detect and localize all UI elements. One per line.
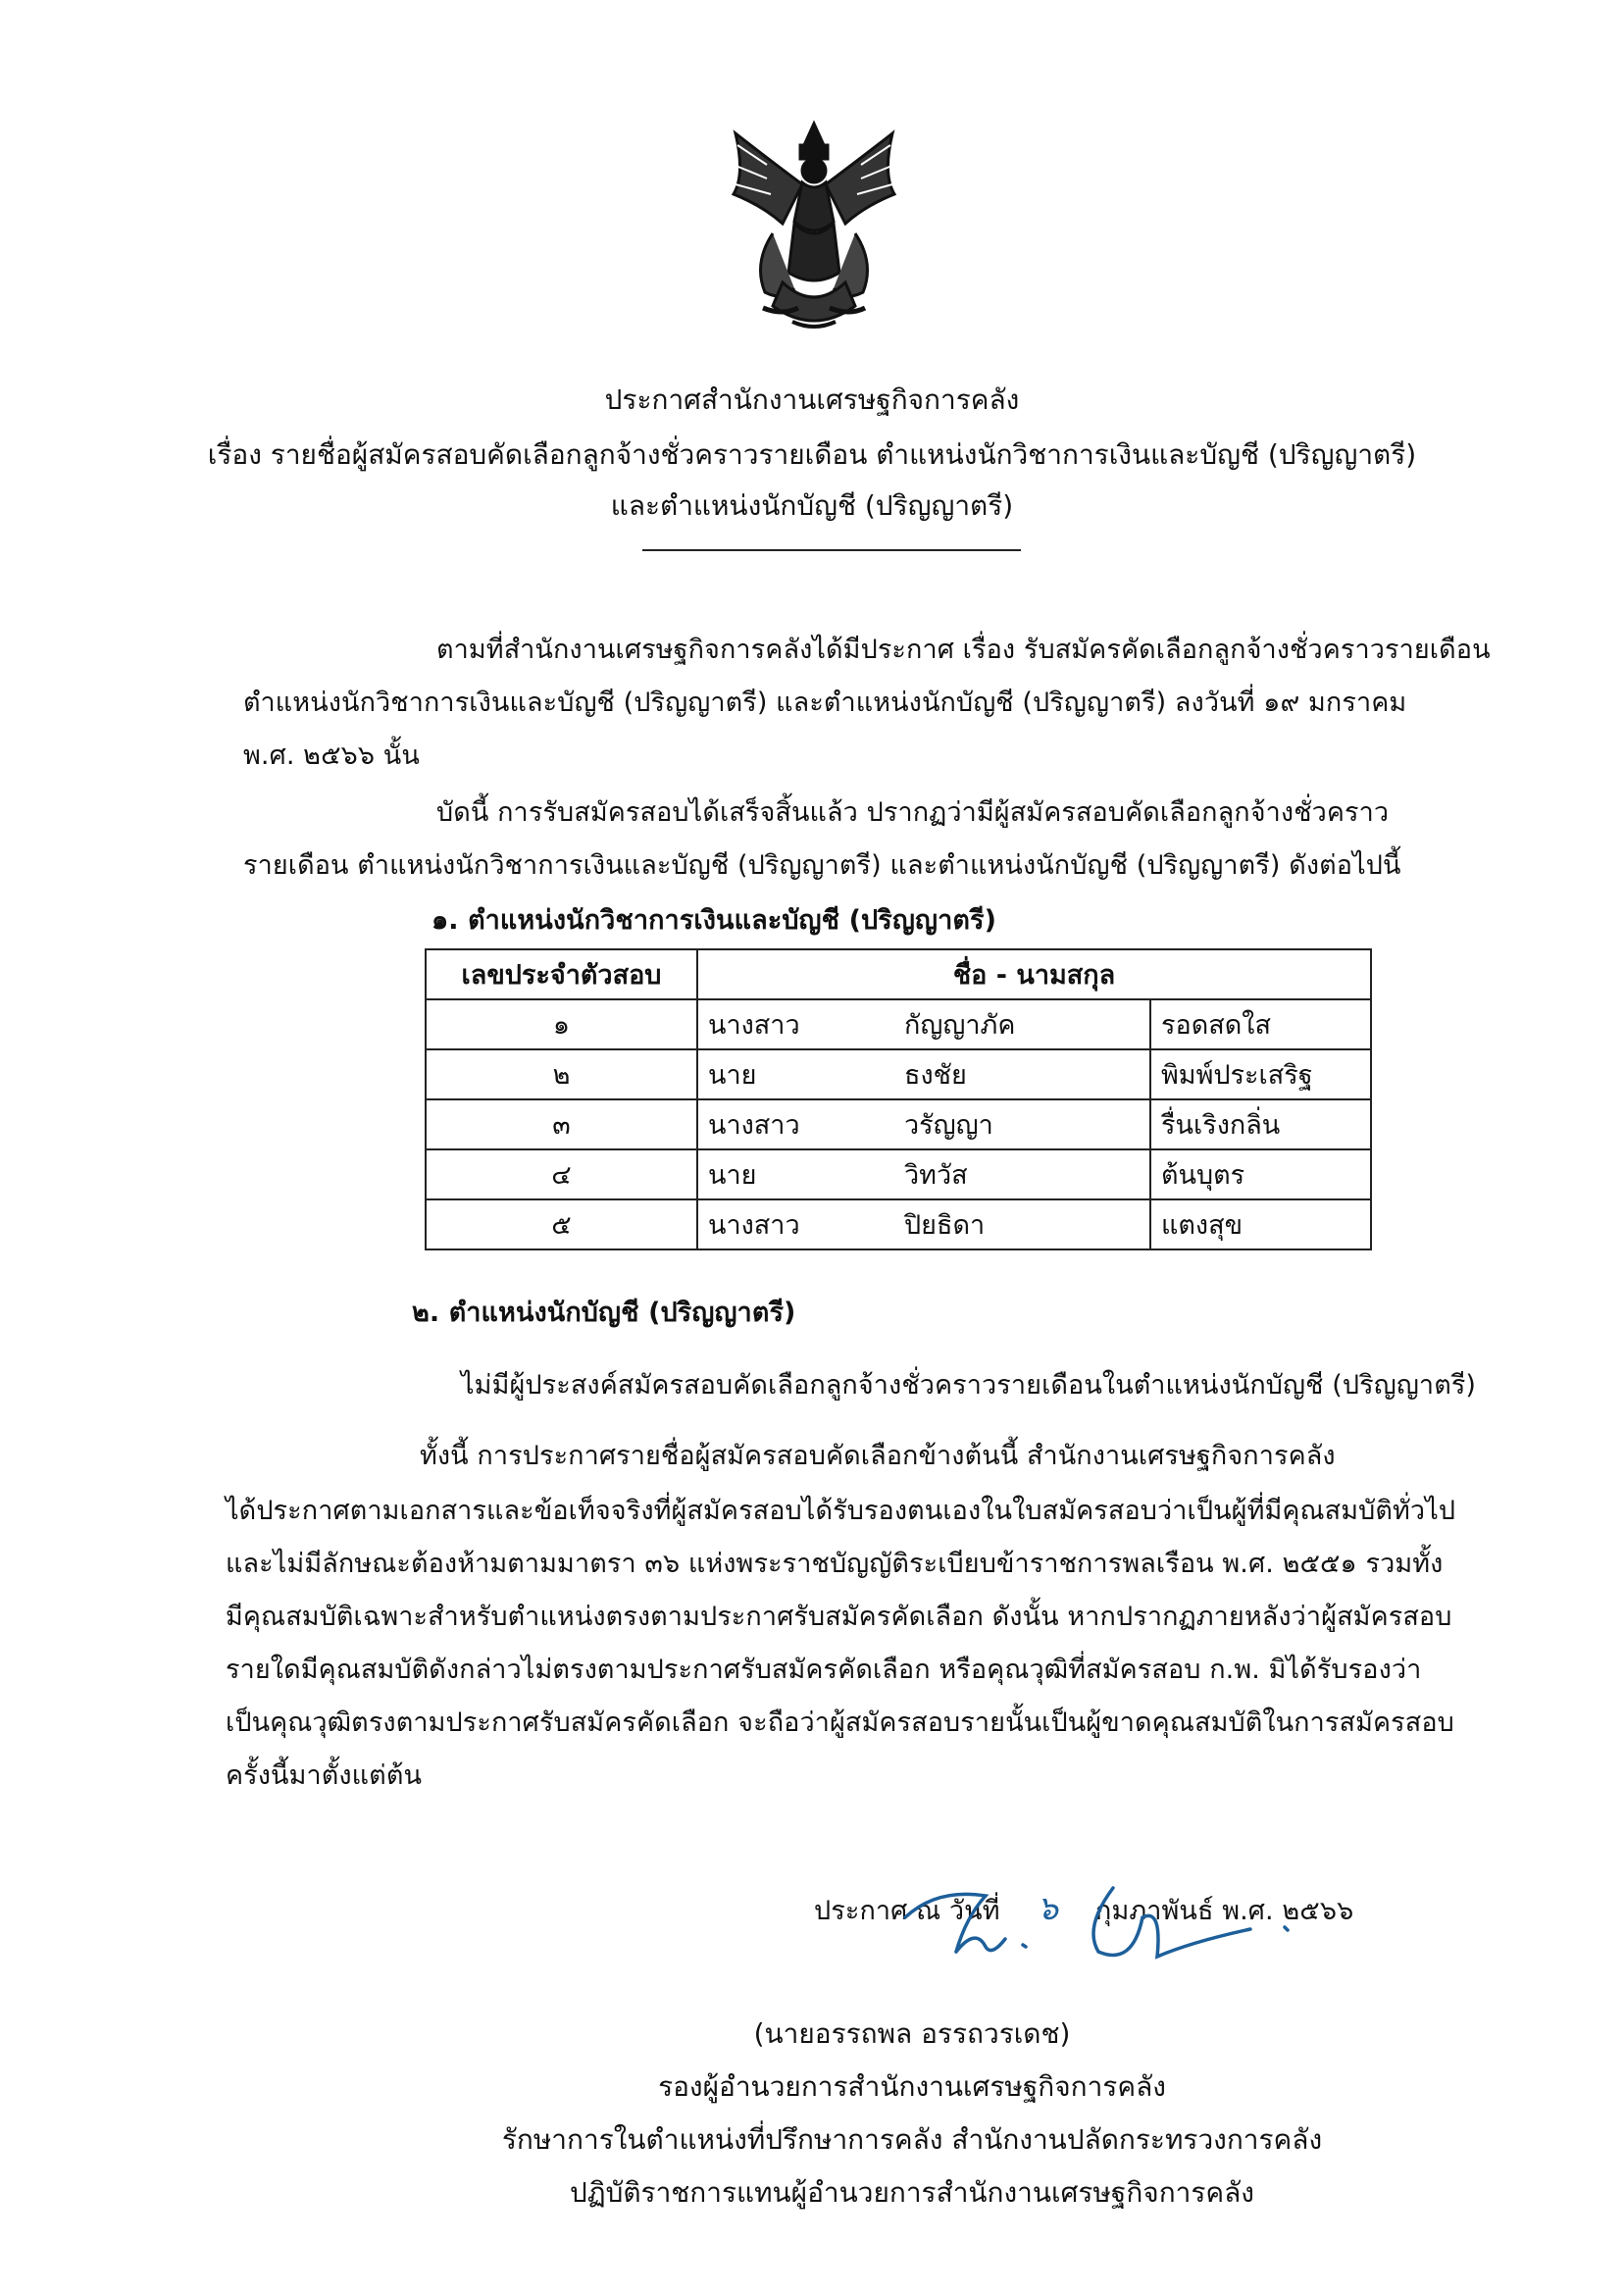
date-prefix: ประกาศ ณ วันที่: [814, 1896, 1000, 1926]
last-name-cell: รื่นเริงกลิ่น: [1150, 1099, 1371, 1149]
first-name-cell: วิทวัส: [894, 1149, 1150, 1199]
section-2-text: ไม่มีผู้ประสงค์สมัครสอบคัดเลือกลูกจ้างชั่วคราวรายเดือนในตำแหน่งนักบัญชี (ปริญญาตรี): [461, 1370, 1477, 1401]
last-name-cell: แตงสุข: [1150, 1199, 1371, 1249]
signature-mark: [897, 1849, 1319, 1996]
closing-line-3: และไม่มีลักษณะต้องห้ามตามมาตรา ๓๖ แห่งพระราชบัญญัติระเบียบข้าราชการพลเรือน พ.ศ. ๒๕๕๑ รวมทั้ง: [226, 1549, 1444, 1579]
subject-line-1: เรื่อง รายชื่อผู้สมัครสอบคัดเลือกลูกจ้างชั่วคราวรายเดือน ตำแหน่งนักวิชาการเงินและบัญชี (ปริญญาตรี): [207, 438, 1417, 471]
name-prefix-cell: นาย: [697, 1049, 894, 1099]
signatory-name: (นายอรรถพล อรรถวรเดช): [753, 2017, 1071, 2050]
paragraph-1-line-2: ตำแหน่งนักวิชาการเงินและบัญชี (ปริญญาตรี) และตำแหน่งนักบัญชี (ปริญญาตรี) ลงวันที่ ๑๙ มกราคม: [243, 688, 1407, 718]
signatory-position-1: รองผู้อำนวยการสำนักงานเศรษฐกิจการคลัง: [658, 2070, 1166, 2103]
paragraph-2-line-2: รายเดือน ตำแหน่งนักวิชาการเงินและบัญชี (ปริญญาตรี) และตำแหน่งนักบัญชี (ปริญญาตรี) ดังต่อไปนี้: [243, 850, 1401, 881]
exam-id-cell: ๔: [426, 1149, 697, 1199]
first-name-cell: ปิยธิดา: [894, 1199, 1150, 1249]
first-name-cell: วรัญญา: [894, 1099, 1150, 1149]
date-day: ๖: [1037, 1889, 1059, 1928]
name-prefix-cell: นาย: [697, 1149, 894, 1199]
name-prefix-cell: นางสาว: [697, 1199, 894, 1249]
closing-line-4: มีคุณสมบัติเฉพาะสำหรับตำแหน่งตรงตามประกาศรับสมัครคัดเลือก ดังนั้น หากปรากฏภายหลังว่าผู้สมัครสอบ: [226, 1602, 1452, 1632]
signatory-position-3: ปฏิบัติราชการแทนผู้อำนวยการสำนักงานเศรษฐกิจการคลัง: [570, 2176, 1254, 2209]
closing-line-7: ครั้งนี้มาตั้งแต่ต้น: [226, 1760, 423, 1791]
table-row: [426, 1199, 1371, 1249]
last-name-cell: พิมพ์ประเสริฐ: [1150, 1049, 1371, 1099]
first-name-cell: กัญญาภัค: [894, 999, 1150, 1049]
exam-id-cell: ๕: [426, 1199, 697, 1249]
paragraph-1-line-1: ตามที่สำนักงานเศรษฐกิจการคลังได้มีประกาศ เรื่อง รับสมัครคัดเลือกลูกจ้างชั่วคราวรายเดือน: [436, 635, 1491, 665]
exam-id-cell: ๓: [426, 1099, 697, 1149]
column-header-id: เลขประจำตัวสอบ: [426, 949, 697, 999]
exam-id-cell: ๒: [426, 1049, 697, 1099]
exam-id-cell: ๑: [426, 999, 697, 1049]
header-divider: [642, 549, 1021, 551]
closing-line-6: เป็นคุณวุฒิตรงตามประกาศรับสมัครคัดเลือก จะถือว่าผู้สมัครสอบรายนั้นเป็นผู้ขาดคุณสมบัติในการสมัครสอบ: [226, 1707, 1454, 1738]
table-row: [426, 1149, 1371, 1199]
applicant-table: [425, 948, 1372, 1250]
last-name-cell: ต้นบุตร: [1150, 1149, 1371, 1199]
table-row: [426, 1099, 1371, 1149]
garuda-emblem-icon: [724, 116, 904, 333]
table-row: [426, 999, 1371, 1049]
column-header-name: ชื่อ - นามสกุล: [697, 949, 1371, 999]
last-name-cell: รอดสดใส: [1150, 999, 1371, 1049]
section-2-heading: ๒. ตำแหน่งนักบัญชี (ปริญญาตรี): [412, 1298, 796, 1328]
table-row: [426, 1049, 1371, 1099]
closing-line-5: รายใดมีคุณสมบัติดังกล่าวไม่ตรงตามประกาศรับสมัครคัดเลือก หรือคุณวุฒิที่สมัครสอบ ก.พ. มิได้รับรองว่า: [226, 1655, 1422, 1685]
name-prefix-cell: นางสาว: [697, 999, 894, 1049]
paragraph-1-line-3: พ.ศ. ๒๕๖๖ นั้น: [243, 740, 420, 771]
paragraph-2-line-1: บัดนี้ การรับสมัครสอบได้เสร็จสิ้นแล้ว ปรากฏว่ามีผู้สมัครสอบคัดเลือกลูกจ้างชั่วคราว: [436, 797, 1390, 828]
announcement-title: ประกาศสำนักงานเศรษฐกิจการคลัง: [604, 383, 1020, 416]
date-month-year: กุมภาพันธ์ พ.ศ. ๒๕๖๖: [1095, 1896, 1354, 1926]
first-name-cell: ธงชัย: [894, 1049, 1150, 1099]
section-1-heading: ๑. ตำแหน่งนักวิชาการเงินและบัญชี (ปริญญาตรี): [431, 905, 997, 936]
signatory-position-2: รักษาการในตำแหน่งที่ปรึกษาการคลัง สำนักงานปลัดกระทรวงการคลัง: [501, 2123, 1323, 2156]
table-header-row: [426, 949, 1371, 999]
subject-line-2: และตำแหน่งนักบัญชี (ปริญญาตรี): [610, 489, 1014, 522]
name-prefix-cell: นางสาว: [697, 1099, 894, 1149]
closing-line-2: ได้ประกาศตามเอกสารและข้อเท็จจริงที่ผู้สมัครสอบได้รับรองตนเองในใบสมัครสอบว่าเป็นผู้ที่มีคุณสมบัติทั่วไป: [226, 1496, 1456, 1526]
closing-line-1: ทั้งนี้ การประกาศรายชื่อผู้สมัครสอบคัดเลือกข้างต้นนี้ สำนักงานเศรษฐกิจการคลัง: [420, 1441, 1336, 1471]
